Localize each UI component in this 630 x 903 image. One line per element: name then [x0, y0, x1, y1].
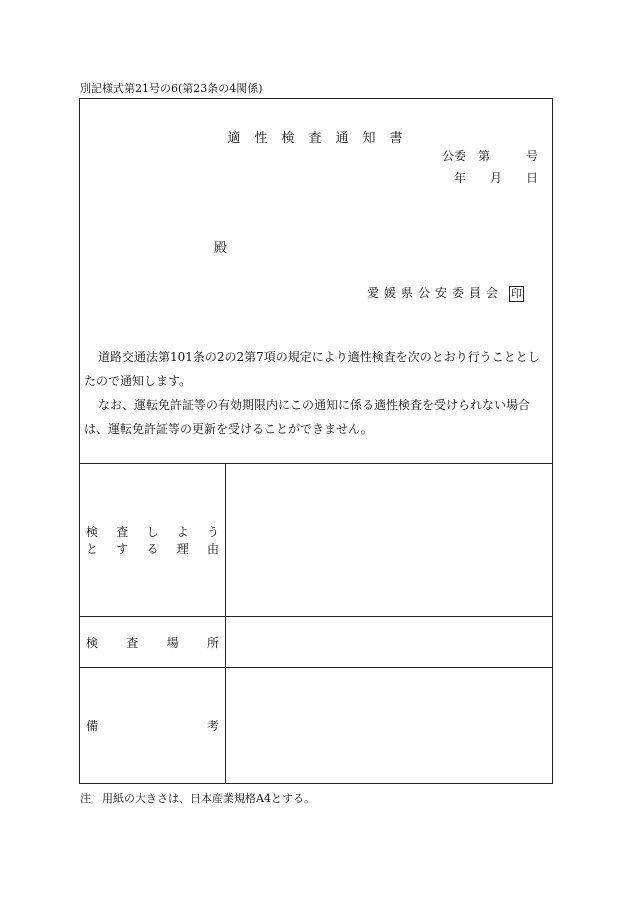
details-table: [79, 463, 553, 784]
label-char: 査: [116, 525, 129, 539]
addressee-suffix: 殿: [214, 241, 228, 256]
label-char: す: [116, 542, 129, 556]
remarks-label: [80, 668, 226, 784]
reason-label-line1: [80, 523, 225, 540]
label-char: う: [206, 525, 219, 539]
label-char: 査: [126, 635, 139, 650]
label-char: 検: [86, 635, 99, 650]
label-char: る: [146, 542, 159, 556]
label-char: 考: [206, 719, 219, 733]
reason-label-line2: [80, 540, 225, 557]
label-char: 所: [206, 635, 219, 650]
reason-label: [80, 464, 226, 617]
label-char: 検: [86, 525, 99, 539]
remarks-field[interactable]: [226, 668, 553, 784]
label-char: よ: [176, 525, 189, 539]
body-paragraph: 道路交通法第101条の2の2第7項の規定により適性検査を次のとおり行うこととしたので通知します。: [84, 350, 540, 388]
label-char: 場: [166, 635, 179, 650]
place-label: [80, 617, 226, 668]
form-frame: [79, 98, 553, 784]
reference-number: 公委 第 号: [441, 149, 538, 163]
date-line: 年 月 日: [453, 171, 538, 185]
issuer-name: 愛媛県公安委員会: [366, 286, 503, 300]
label-char: し: [146, 525, 159, 539]
form-caption: 別記様式第21号の6(第23条の4関係): [80, 82, 263, 95]
label-char: と: [86, 542, 99, 556]
label-char: 由: [206, 542, 219, 556]
seal-mark: 印: [511, 287, 522, 300]
notice-body: [84, 345, 546, 441]
reason-field[interactable]: [226, 464, 553, 617]
paper-size-note: 注 用紙の大きさは、日本産業規格A4とする。: [80, 792, 315, 805]
place-field[interactable]: [226, 617, 553, 668]
body-paragraph: なお、運転免許証等の有効期限内にこの通知に係る適性検査を受けられない場合は、運転免許証等の更新を受けることができません。: [84, 398, 531, 436]
label-char: 備: [86, 719, 99, 733]
issuer-line: [367, 284, 524, 302]
label-char: 理: [176, 542, 189, 556]
document-title: 適性検査通知書: [227, 131, 417, 146]
